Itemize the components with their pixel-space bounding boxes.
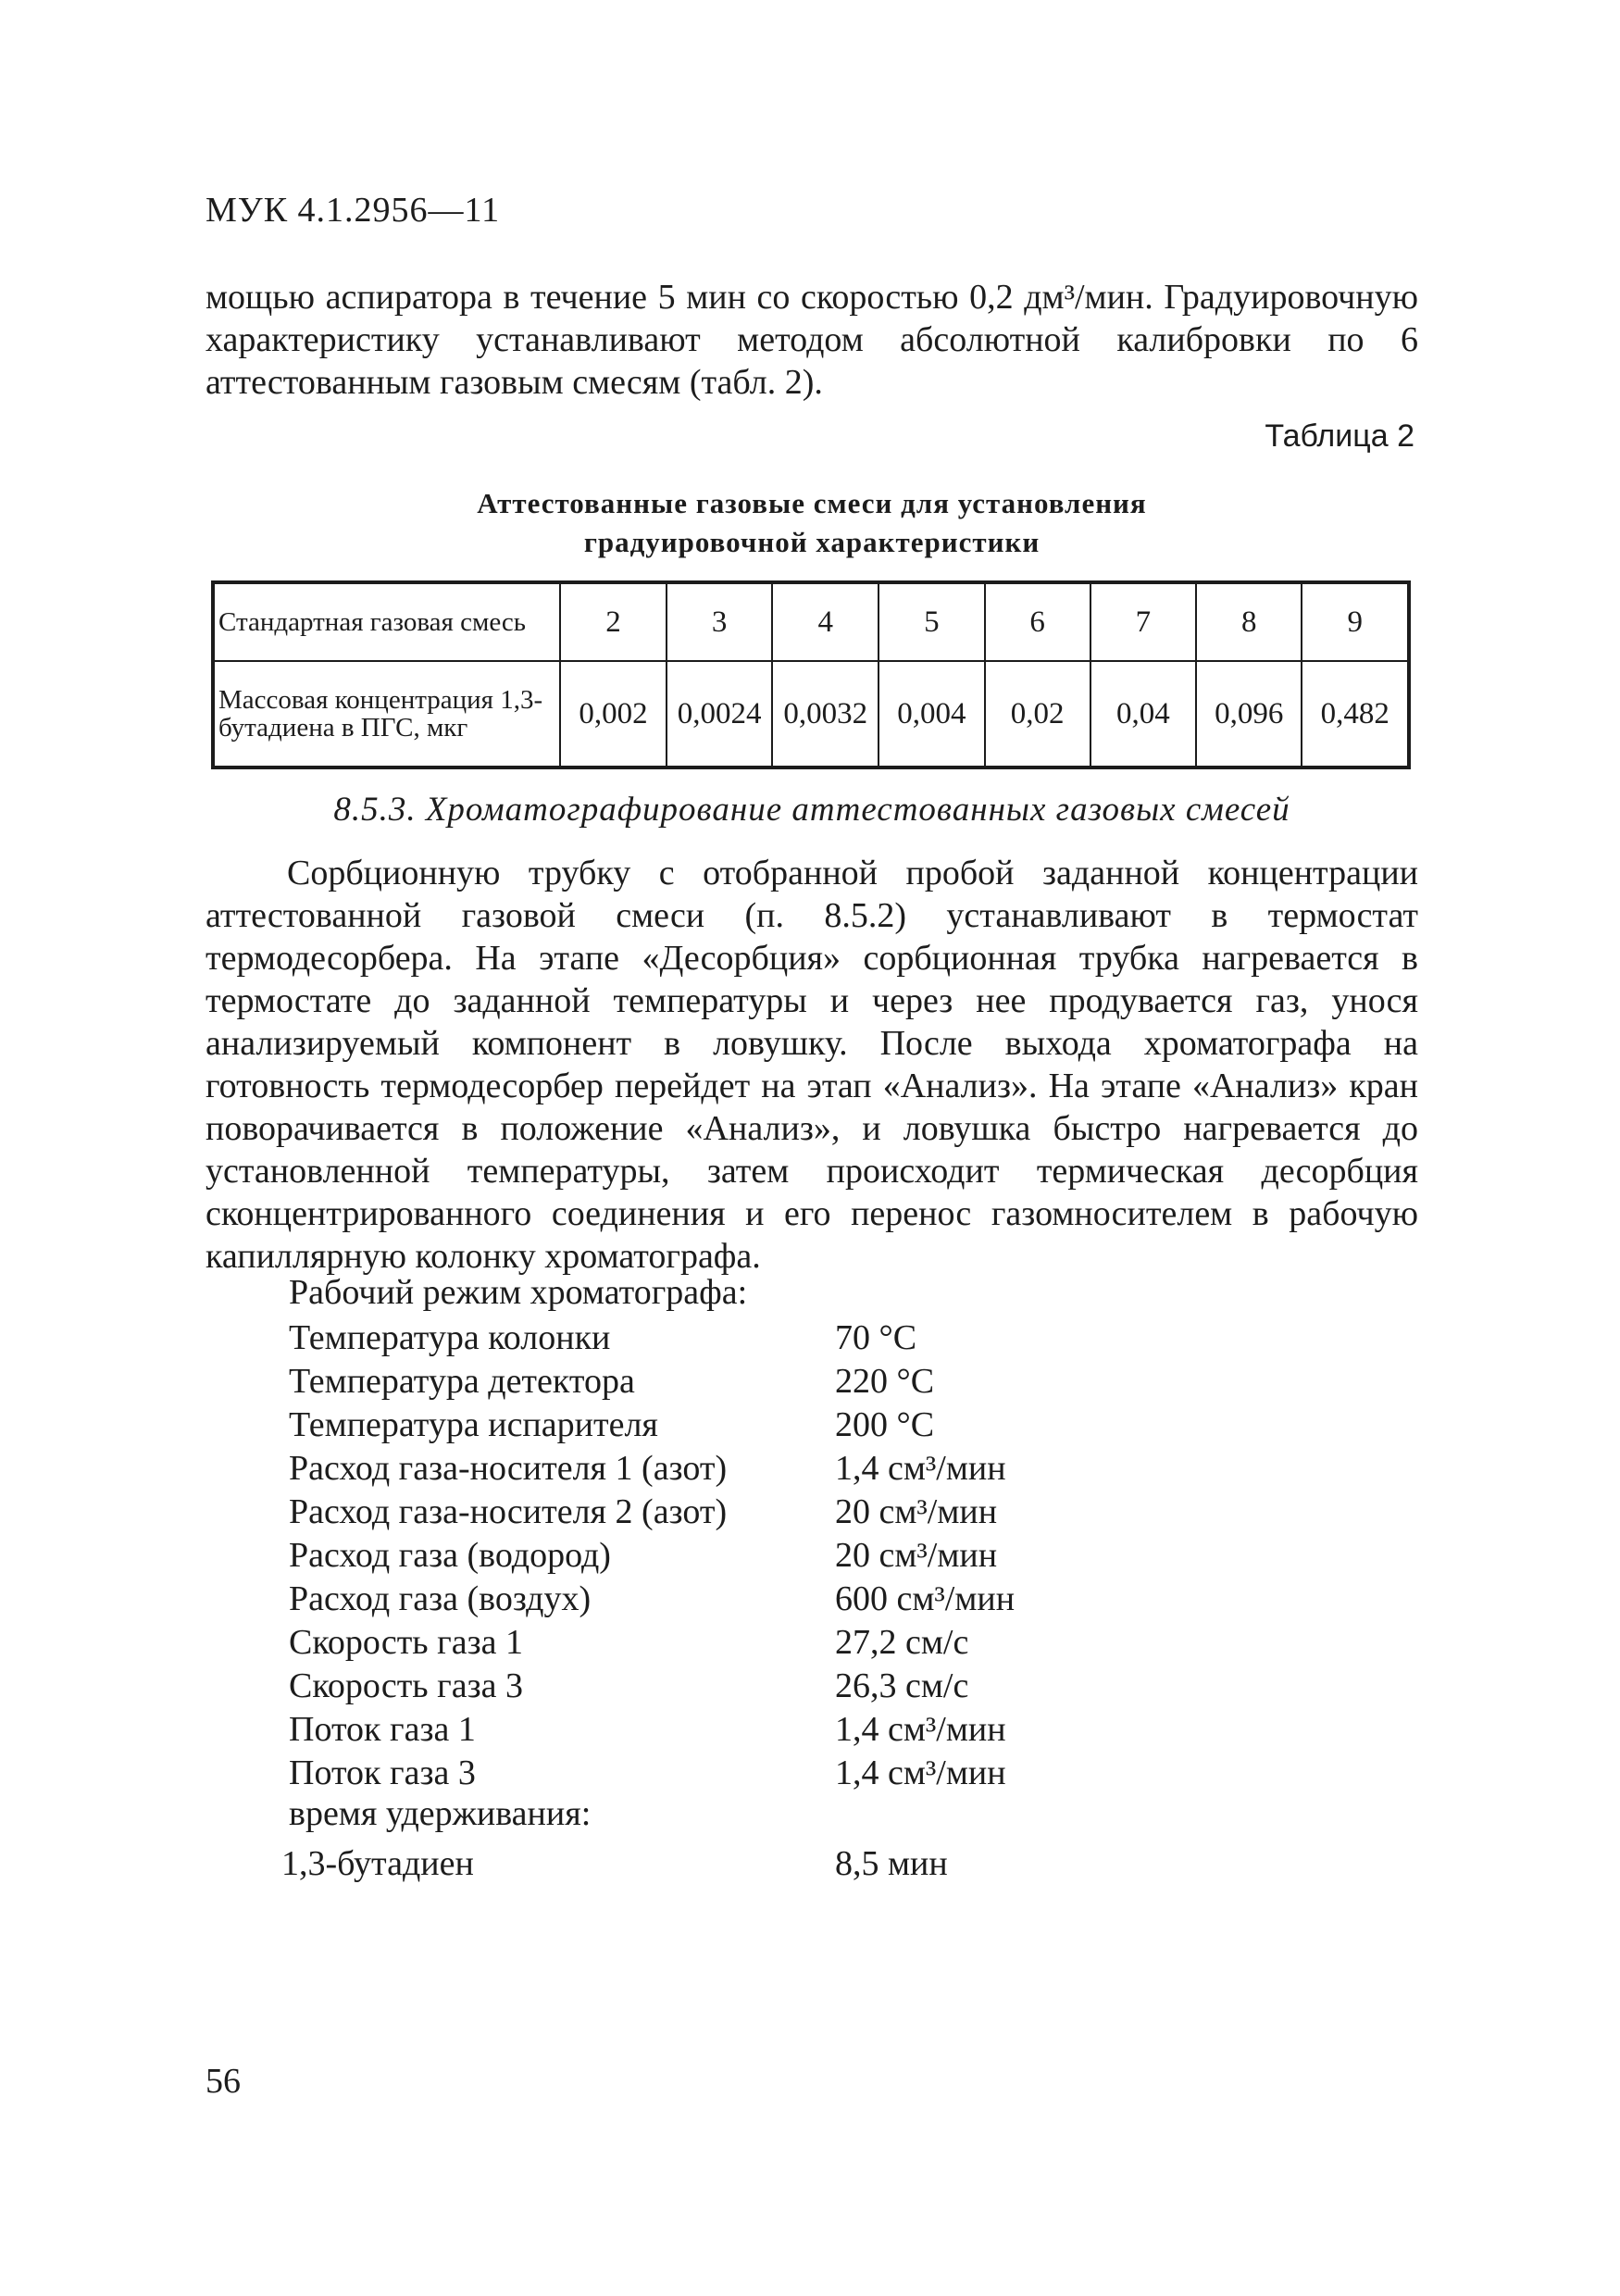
param-name: Расход газа-носителя 2 (азот) bbox=[289, 1492, 728, 1531]
table-cell: 7 bbox=[1090, 582, 1196, 661]
param-name: Расход газа (воздух) bbox=[289, 1579, 592, 1618]
param-value: 26,3 см/с bbox=[835, 1666, 969, 1705]
table-row-header: Массовая концентрация 1,3-бутадиена в ПГС, мкг bbox=[213, 661, 560, 767]
table-cell: 9 bbox=[1302, 582, 1409, 661]
param-name: Расход газа-носителя 1 (азот) bbox=[289, 1449, 728, 1488]
param-name: 1,3-бутадиен bbox=[281, 1844, 474, 1883]
param-name: Поток газа 3 bbox=[289, 1753, 476, 1792]
list-item bbox=[289, 1752, 1122, 1795]
list-item bbox=[289, 1578, 1122, 1621]
table-cell: 4 bbox=[772, 582, 879, 661]
param-value: 27,2 см/с bbox=[835, 1623, 969, 1662]
table-cell: 0,02 bbox=[985, 661, 1090, 767]
document-header: МУК 4.1.2956—11 bbox=[206, 191, 501, 230]
list-item bbox=[289, 1360, 1122, 1404]
table-title-line-1: Аттестованные газовые смеси для установления bbox=[477, 487, 1147, 519]
mode-title: Рабочий режим хроматографа: bbox=[289, 1273, 748, 1312]
param-value: 1,4 см³/мин bbox=[835, 1449, 1006, 1488]
param-value: 20 см³/мин bbox=[835, 1536, 998, 1575]
table-title bbox=[206, 484, 1418, 562]
list-item bbox=[289, 1447, 1122, 1491]
table-label: Таблица 2 bbox=[1265, 418, 1414, 454]
param-value: 8,5 мин bbox=[835, 1844, 948, 1883]
param-value: 220 °С bbox=[835, 1362, 935, 1401]
gas-mixtures-table bbox=[211, 580, 1411, 769]
param-value: 70 °С bbox=[835, 1318, 917, 1357]
table-row bbox=[213, 661, 1409, 767]
param-name: Температура детектора bbox=[289, 1362, 635, 1401]
table-cell: 0,04 bbox=[1090, 661, 1196, 767]
param-name: Температура колонки bbox=[289, 1318, 611, 1357]
table-row-header: Стандартная газовая смесь bbox=[213, 582, 560, 661]
list-item bbox=[289, 1491, 1122, 1534]
table-cell: 0,0024 bbox=[667, 661, 773, 767]
page-number: 56 bbox=[206, 2062, 241, 2101]
param-name: Скорость газа 1 bbox=[289, 1623, 523, 1662]
list-item bbox=[289, 1708, 1122, 1752]
table-cell: 0,096 bbox=[1196, 661, 1302, 767]
param-value: 20 см³/мин bbox=[835, 1492, 998, 1531]
table-title-line-2: градуировочной характеристики bbox=[583, 526, 1041, 558]
list-item bbox=[281, 1842, 1115, 1886]
table-row bbox=[213, 582, 1409, 661]
retention-row bbox=[281, 1842, 1115, 1886]
list-item bbox=[289, 1316, 1122, 1360]
table-cell: 0,0032 bbox=[772, 661, 879, 767]
table-cell: 8 bbox=[1196, 582, 1302, 661]
list-item bbox=[289, 1534, 1122, 1578]
table-cell: 3 bbox=[667, 582, 773, 661]
section-heading: 8.5.3. Хроматографирование аттестованных газовых смесей bbox=[333, 791, 1290, 829]
table-cell: 6 bbox=[985, 582, 1090, 661]
intro-paragraph: мощью аспиратора в течение 5 мин со скоростью 0,2 дм³/мин. Градуировочную характеристику устанавливают методом абсолютной калибровки по 6 аттестованным газовым смесям (табл. 2). bbox=[206, 278, 1418, 402]
table-cell: 5 bbox=[879, 582, 984, 661]
param-value: 1,4 см³/мин bbox=[835, 1710, 1006, 1749]
list-item bbox=[289, 1665, 1122, 1708]
param-value: 600 см³/мин bbox=[835, 1579, 1016, 1618]
list-item bbox=[289, 1404, 1122, 1447]
param-name: Температура испарителя bbox=[289, 1405, 658, 1444]
parameter-list bbox=[289, 1316, 1122, 1795]
table-cell: 0,482 bbox=[1302, 661, 1409, 767]
list-item bbox=[289, 1621, 1122, 1665]
table-cell: 2 bbox=[560, 582, 666, 661]
param-name: Расход газа (водород) bbox=[289, 1536, 611, 1575]
param-value: 200 °С bbox=[835, 1405, 935, 1444]
param-value: 1,4 см³/мин bbox=[835, 1753, 1006, 1792]
section-paragraph: Сорбционную трубку с отобранной пробой заданной концентрации аттестованной газовой смеси (п. 8.5.2) устанавливают в термостат термодесорбера. На этапе «Десорбция» сорбционная трубка нагревается в термостате до заданной температуры и через нее продувается газ, унося анализируемый компонент в ловушку. После выхода хроматографа на готовность термодесорбер перейдет на этап «Анализ». На этапе «Анализ» кран поворачивается в положение «Анализ», и ловушка быстро нагревается до установленной температуры, затем происходит термическая десорбция сконцентрированного соединения и его перенос газомносителем в рабочую капиллярную колонку хроматографа. bbox=[206, 854, 1418, 1276]
retention-title: время удерживания: bbox=[289, 1794, 592, 1833]
table-cell: 0,002 bbox=[560, 661, 666, 767]
param-name: Скорость газа 3 bbox=[289, 1666, 523, 1705]
param-name: Поток газа 1 bbox=[289, 1710, 476, 1749]
table-cell: 0,004 bbox=[879, 661, 984, 767]
